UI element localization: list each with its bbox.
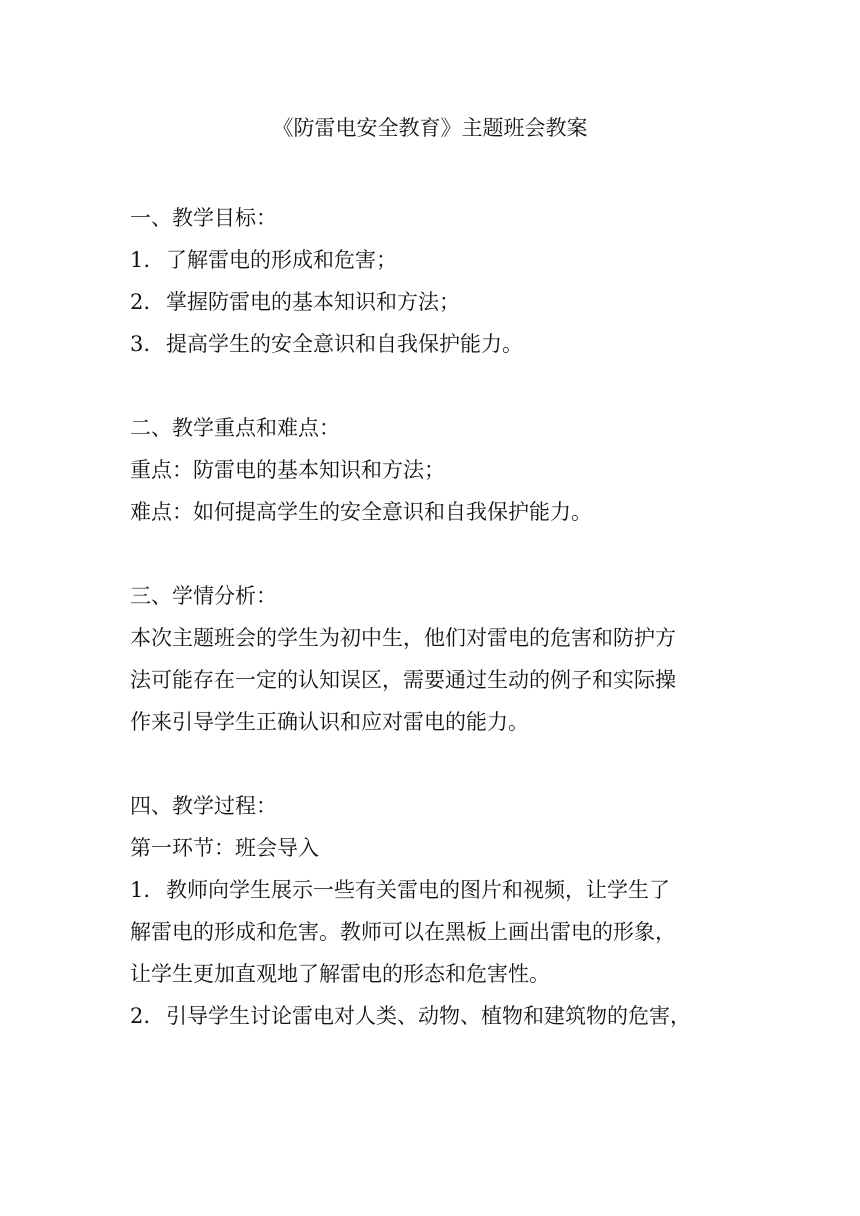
difficulty-text: 难点：如何提高学生的安全意识和自我保护能力。 xyxy=(130,500,592,524)
paragraph-line: 作来引导学生正确认识和应对雷电的能力。 xyxy=(130,710,529,734)
spacer xyxy=(130,743,730,785)
list-item xyxy=(130,869,730,911)
document-body xyxy=(130,110,730,1037)
list-number: 2. xyxy=(130,290,151,314)
list-item xyxy=(130,323,730,365)
list-number: 1. xyxy=(130,878,151,902)
spacer xyxy=(130,146,730,197)
list-text: 引导学生讨论雷电对人类、动物、植物和建筑物的危害， xyxy=(166,1004,691,1028)
section-heading-key-points: 二、教学重点和难点： xyxy=(130,416,340,440)
section-heading-analysis: 三、学情分析： xyxy=(130,584,277,608)
section-heading-process: 四、教学过程： xyxy=(130,794,277,818)
list-number: 1. xyxy=(130,248,151,272)
list-item xyxy=(130,995,730,1037)
spacer xyxy=(130,365,730,407)
document-title: 《防雷电安全教育》主题班会教案 xyxy=(272,116,588,140)
key-point-text: 重点：防雷电的基本知识和方法； xyxy=(130,458,445,482)
paragraph-line: 解雷电的形成和危害。教师可以在黑板上画出雷电的形象， xyxy=(130,920,676,944)
list-number: 3. xyxy=(130,332,151,356)
paragraph-line: 让学生更加直观地了解雷电的形态和危害性。 xyxy=(130,962,550,986)
list-text: 提高学生的安全意识和自我保护能力。 xyxy=(166,332,523,356)
list-number: 2. xyxy=(130,1004,151,1028)
paragraph-line: 法可能存在一定的认知误区，需要通过生动的例子和实际操 xyxy=(130,668,676,692)
subheading-intro: 第一环节：班会导入 xyxy=(130,836,319,860)
section-heading-objectives: 一、教学目标： xyxy=(130,206,277,230)
spacer xyxy=(130,533,730,575)
list-text: 了解雷电的形成和危害； xyxy=(166,248,397,272)
list-item xyxy=(130,239,730,281)
list-text: 掌握防雷电的基本知识和方法； xyxy=(166,290,460,314)
list-item xyxy=(130,281,730,323)
list-text: 教师向学生展示一些有关雷电的图片和视频，让学生了 xyxy=(166,878,670,902)
paragraph-line: 本次主题班会的学生为初中生，他们对雷电的危害和防护方 xyxy=(130,626,676,650)
